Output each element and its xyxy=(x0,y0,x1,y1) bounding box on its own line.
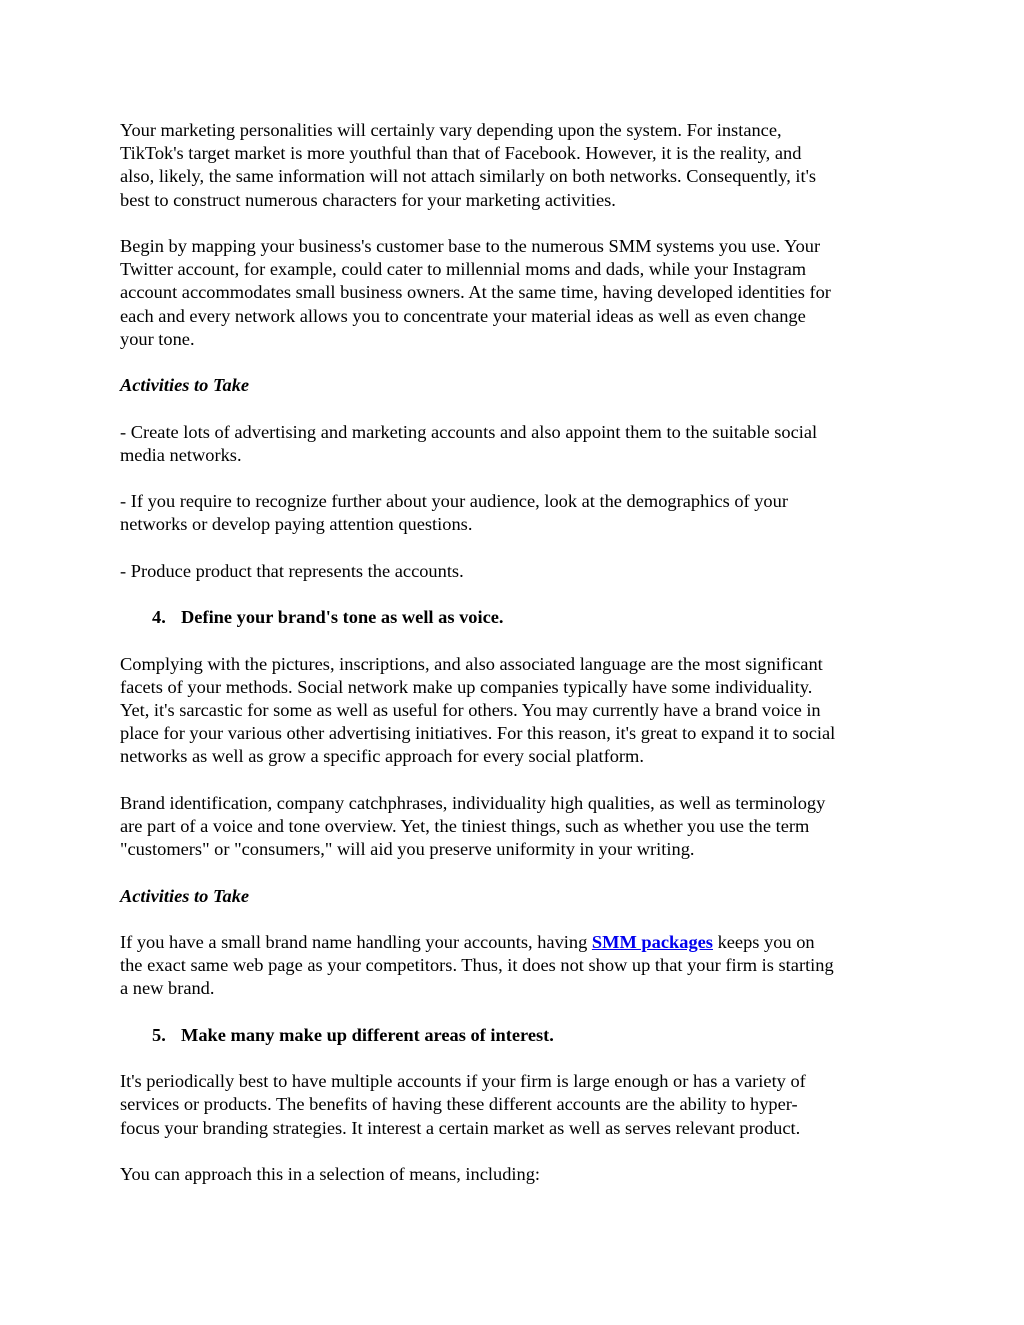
paragraph-brand-voice: Complying with the pictures, inscriptions, and also associated language are the most significant facets of your methods. Social network make up companies typically have some individuality. Yet, it's sarcastic for some as well as useful for others. You may currently have a brand voice in place for your various other advertising initiatives. For this reason, it's great to expand it to social networks as well as grow a specific approach for every social platform. xyxy=(120,653,836,767)
paragraph-tone-overview: Brand identification, company catchphrases, individuality high qualities, as well as terminology are part of a voice and tone overview. Yet, the tiniest things, such as whether you use the term "customers" or "consumers," will aid you preserve uniformity in your writing. xyxy=(120,792,826,860)
heading-step-4 xyxy=(120,606,910,629)
bullet-recognize-audience: - If you require to recognize further about your audience, look at the demographics of your networks or develop paying attention questions. xyxy=(120,491,788,535)
paragraph-mapping: Begin by mapping your business's customer base to the numerous SMM systems you use. Your Twitter account, for example, could cater to millennial moms and dads, while your Instagram account accommodates small business owners. At the same time, having developed identities for each and every network allows you to concentrate your material ideas as well as even change your tone. xyxy=(120,236,831,349)
subheading-activities-2: Activities to Take xyxy=(120,885,250,906)
paragraph-multiple-accounts: It's periodically best to have multiple accounts if your firm is large enough or has a variety of services or products. The benefits of having these different accounts are the ability to hyper- focus your branding strategies. It interest a certain market as well as serves relevant product. xyxy=(120,1071,806,1138)
heading-step-4-number: 4. xyxy=(152,607,166,628)
bullet-produce-product: - Produce product that represents the accounts. xyxy=(120,560,464,581)
document-page xyxy=(120,119,910,1209)
paragraph-smm-after: keeps you on the exact same web page as your competitors. Thus, it does not show up that your firm is starting a new brand. xyxy=(120,931,834,999)
heading-step-5 xyxy=(120,1024,910,1047)
smm-packages-link[interactable]: SMM packages xyxy=(591,931,713,952)
heading-step-4-text: Define your brand's tone as well as voice. xyxy=(181,607,504,628)
paragraph-smm-packages xyxy=(120,931,910,1001)
subheading-activities-1: Activities to Take xyxy=(120,375,250,396)
heading-step-5-text: Make many make up different areas of interest. xyxy=(181,1024,554,1045)
paragraph-personas: Your marketing personalities will certainly vary depending upon the system. For instance, TikTok's target market is more youthful than that of Facebook. However, it is the reality, and also, likely, the same information will not attach similarly on both networks. Consequently, it's best to construct numerous characters for your marketing activities. xyxy=(120,120,817,210)
paragraph-smm-before: If you have a small brand name handling your accounts, having xyxy=(120,931,592,952)
heading-step-5-number: 5. xyxy=(152,1024,166,1045)
paragraph-approach: You can approach this in a selection of means, including: xyxy=(120,1163,541,1184)
bullet-create-accounts: - Create lots of advertising and marketing accounts and also appoint them to the suitable social media networks. xyxy=(120,421,818,465)
